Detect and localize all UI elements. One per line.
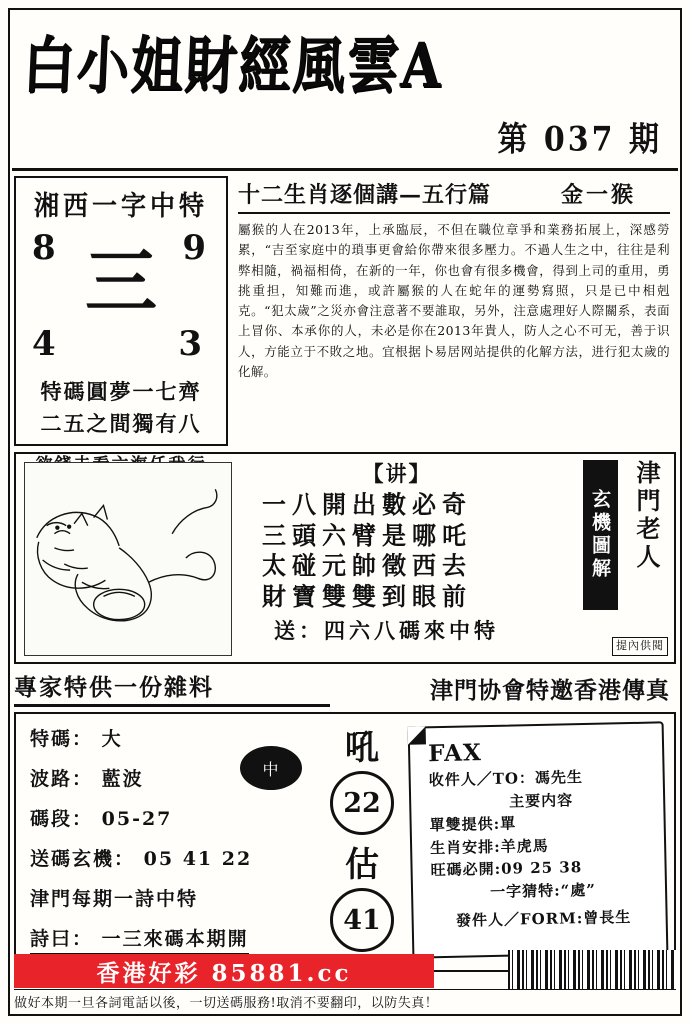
list-item-label: 碼段：	[30, 808, 94, 830]
footer-note: 做好本期一旦各詞電話以後，一切送碼服務!取消不要翻印，以防失真！	[14, 989, 676, 1014]
list-item-label: 特碼：	[30, 728, 94, 750]
stamp-note: 提內供閱	[612, 637, 668, 656]
verse-lines	[238, 490, 556, 613]
banner-left-text: 專家特供一份雜料	[14, 669, 330, 707]
verse-text-wrap	[238, 454, 556, 662]
issue-number: 第 037 期	[497, 120, 662, 160]
seal-badge	[240, 746, 302, 790]
fax-to-line: 收件人／TO：馮先生	[428, 768, 584, 790]
fax-line-3: 旺碼必開:09 25 38	[430, 858, 583, 880]
article-panel	[234, 176, 676, 446]
verse-title: 【讲】	[362, 461, 432, 486]
list-item-value: 一三來碼本期開	[101, 928, 249, 950]
verse-line: 三頭六臂是哪吒	[262, 520, 472, 550]
tiger-illustration	[24, 462, 232, 656]
list-item-label: 津門每期一詩中特	[30, 888, 199, 910]
lucky-word-panel	[14, 176, 228, 446]
seal-text: 中	[262, 759, 280, 779]
big-character: 三	[84, 239, 158, 324]
mid-circle-top: 22	[330, 771, 394, 835]
fax-from-line: 發件人／FORM:曾長生	[455, 908, 632, 930]
list-item-label: 詩曰：	[30, 928, 94, 950]
page-title: 白小姐財經風雲A	[21, 30, 445, 103]
mid-circle-bottom: 41	[330, 888, 394, 952]
verse-line: 太碰元帥徵西去	[262, 551, 472, 581]
illustration-wrap	[16, 454, 238, 662]
mid-char-bottom: 估	[345, 845, 379, 885]
verse-line: 財寶雙雙到眼前	[262, 581, 472, 612]
barcode	[508, 950, 676, 990]
fax-line-2: 生肖安排:羊虎馬	[429, 836, 549, 857]
verse-side-labels	[556, 454, 674, 662]
fax-note	[408, 721, 669, 958]
forecast-list	[16, 714, 316, 970]
lucky-word-header: 湘西一字中特	[33, 189, 208, 222]
article-header	[238, 178, 670, 214]
number-top-right: 9	[182, 228, 206, 268]
banner-strip	[14, 668, 676, 708]
vertical-label-secret-chart: 玄機圖解	[583, 460, 618, 610]
article-subtitle: 金一猴	[560, 182, 636, 208]
lucky-line-2: 二五之間獨有八	[40, 411, 202, 436]
verse-send-line: 送：四六八碼來中特	[274, 617, 499, 643]
banner-right-text: 津門协會特邀香港傳真	[430, 676, 670, 704]
lucky-line-1: 特碼圓夢一七齊	[40, 379, 202, 404]
fax-subject: 主要内容	[508, 790, 574, 811]
fax-wrap	[408, 714, 674, 970]
article-body: 屬猴的人在2013年，上承臨辰，不但在職位章爭和業務拓展上，深感勞累，“吉至家庭中的瑣事更會給你帶來很多壓力。不過人生之中，往往是利弊相隨，禍福相倚，在新的一年，你也會有很多機會，得到上司的重用，勇挑重担，知難而進，或許屬猴的人在蛇年的運勢寫照，只是已中相剋克。“犯太歲”之災亦會注意著不要誰取，另外，注意處理好人際關系，表面上冒你、本承你的人，未必是你在2013年貴人，防人之心不可无，善于识人，方能立于不敗之地。宜根据卜易居网站提供的化解方法，进行犯太歲的化解。	[238, 222, 670, 379]
site-banner	[14, 954, 434, 988]
list-item	[30, 884, 316, 911]
list-item	[30, 924, 249, 956]
number-bottom-left: 4	[32, 324, 56, 364]
forecast-block	[14, 712, 676, 972]
list-item-value: 05 41 22	[143, 848, 253, 870]
mid-number-column	[316, 714, 408, 970]
verse-block	[14, 452, 676, 664]
list-item-value: 藍波	[101, 768, 144, 790]
mid-char-top: 吼	[345, 728, 379, 768]
masthead	[18, 22, 672, 160]
article-title: 十二生肖逐個講—五行篇	[238, 182, 492, 208]
fax-line-1: 單雙提供:單	[429, 814, 517, 835]
divider-top	[12, 168, 678, 171]
verse-line: 一八開出數必奇	[262, 489, 472, 520]
tiger-icon	[25, 463, 231, 655]
list-item-label: 送碼玄機：	[30, 848, 136, 870]
list-item-value: 05-27	[101, 808, 173, 830]
list-item-value: 大	[101, 728, 123, 750]
number-bottom-right: 3	[178, 324, 202, 364]
site-banner-text: 香港好彩 85881.cc	[96, 959, 352, 987]
list-item-label: 波路：	[30, 768, 94, 790]
number-top-left: 8	[32, 228, 56, 268]
fax-line-4: 一字猜特:“處”	[489, 880, 597, 901]
vertical-label-author: 津門老人	[632, 460, 661, 572]
list-item	[30, 804, 316, 831]
list-item	[30, 844, 316, 871]
lucky-number-grid	[22, 224, 220, 374]
fax-heading: FAX	[427, 739, 483, 768]
